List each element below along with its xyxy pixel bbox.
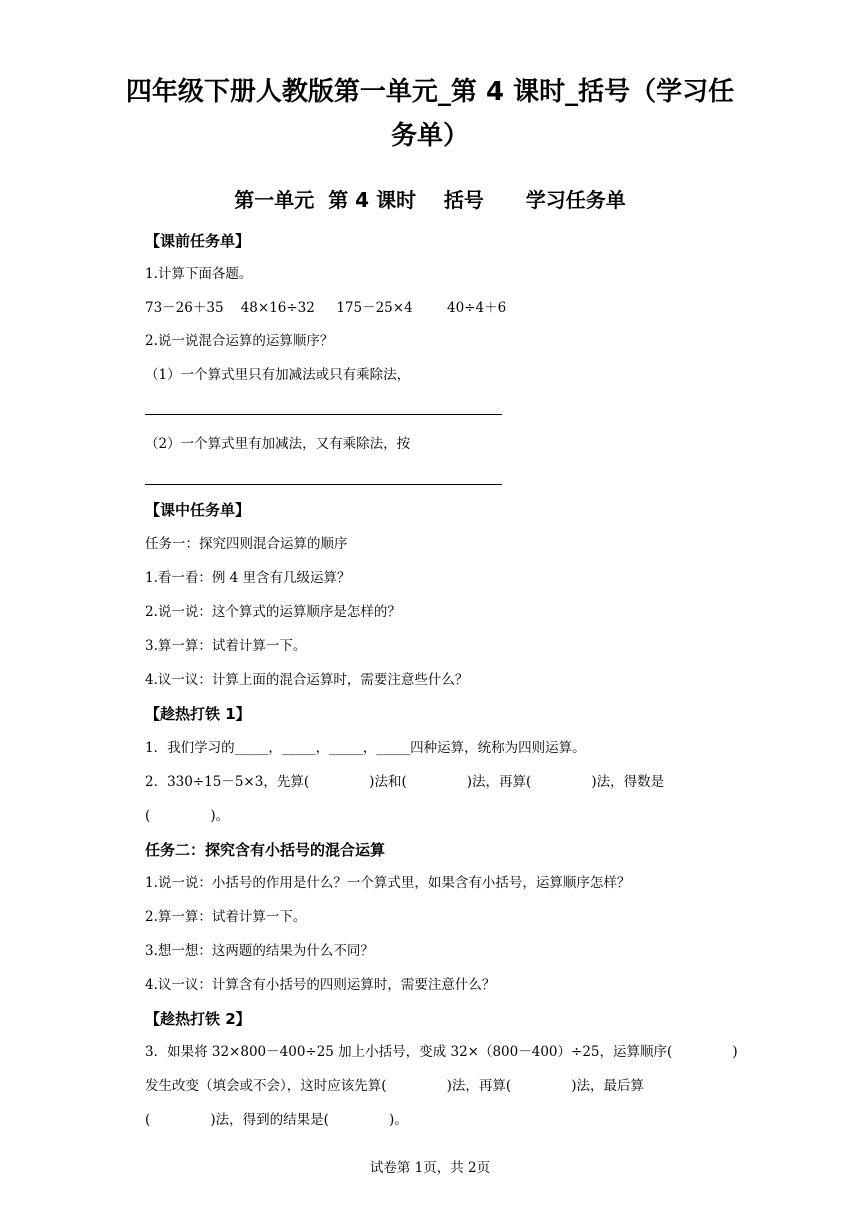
pre-class-question-2: 2.说一说混合运算的运算顺序？ [145,333,334,349]
practice-2-question-end: ( )法，得到的结果是( )。 [145,1112,408,1128]
pre-class-question-1: 1.计算下面各题。 [145,266,253,282]
task-2-item: 2.算一算：试着计算一下。 [145,909,307,925]
pre-class-heading: 【课前任务单】 [145,232,251,250]
pre-class-expressions: 73－26＋35 48×16÷32 175－25×4 40÷4＋6 [145,300,507,316]
practice-1-heading: 【趁热打铁 1】 [145,705,251,723]
practice-2-heading: 【趁热打铁 2】 [145,1010,251,1028]
practice-2-question-continued: 发生改变（填会或不会），这时应该先算( )法，再算( )法，最后算 [145,1078,644,1094]
task-1-title: 任务一：探究四则混合运算的顺序 [145,536,348,552]
practice-1-question-2: 2．330÷15－5×3，先算( )法和( )法，再算( )法，得数是 [145,774,665,790]
practice-2-question: 3．如果将 32×800－400÷25 加上小括号，变成 32×（800－400）÷25，运算顺序( ) [145,1044,738,1060]
worksheet-subtitle: 第一单元 第 4 课时 括号 学习任务单 [234,188,626,212]
task-2-item: 1.说一说：小括号的作用是什么？一个算式里，如果含有小括号，运算顺序怎样？ [145,875,631,891]
task-1-item: 1.看一看：例 4 里含有几级运算？ [145,570,351,586]
task-2-title: 任务二：探究含有小括号的混合运算 [145,841,386,859]
task-1-item: 3.算一算：试着计算一下。 [145,638,307,654]
answer-line-2 [145,484,502,485]
task-1-item: 4.议一议：计算上面的混合运算时，需要注意些什么？ [145,672,469,688]
task-2-item: 3.想一想：这两题的结果为什么不同？ [145,943,374,959]
task-2-item: 4.议一议：计算含有小括号的四则运算时，需要注意什么？ [145,977,496,993]
document-title: 四年级下册人教版第一单元_第 4 课时_括号（学习任务单） [125,77,735,151]
pre-class-question-2b: （2）一个算式里有加减法，又有乘除法，按 [145,436,411,452]
pre-class-question-2a: （1）一个算式里只有加减法或只有乘除法， [145,367,411,383]
practice-1-question-1: 1．我们学习的_____，_____，_____，_____四种运算，统称为四则运算。 [145,740,586,756]
in-class-heading: 【课中任务单】 [145,501,251,519]
answer-line-1 [145,414,502,415]
task-1-item: 2.说一说：这个算式的运算顺序是怎样的？ [145,604,401,620]
page-footer: 试卷第 1页，共 2页 [369,1160,491,1176]
practice-1-question-2-continued: ( )。 [145,808,230,824]
